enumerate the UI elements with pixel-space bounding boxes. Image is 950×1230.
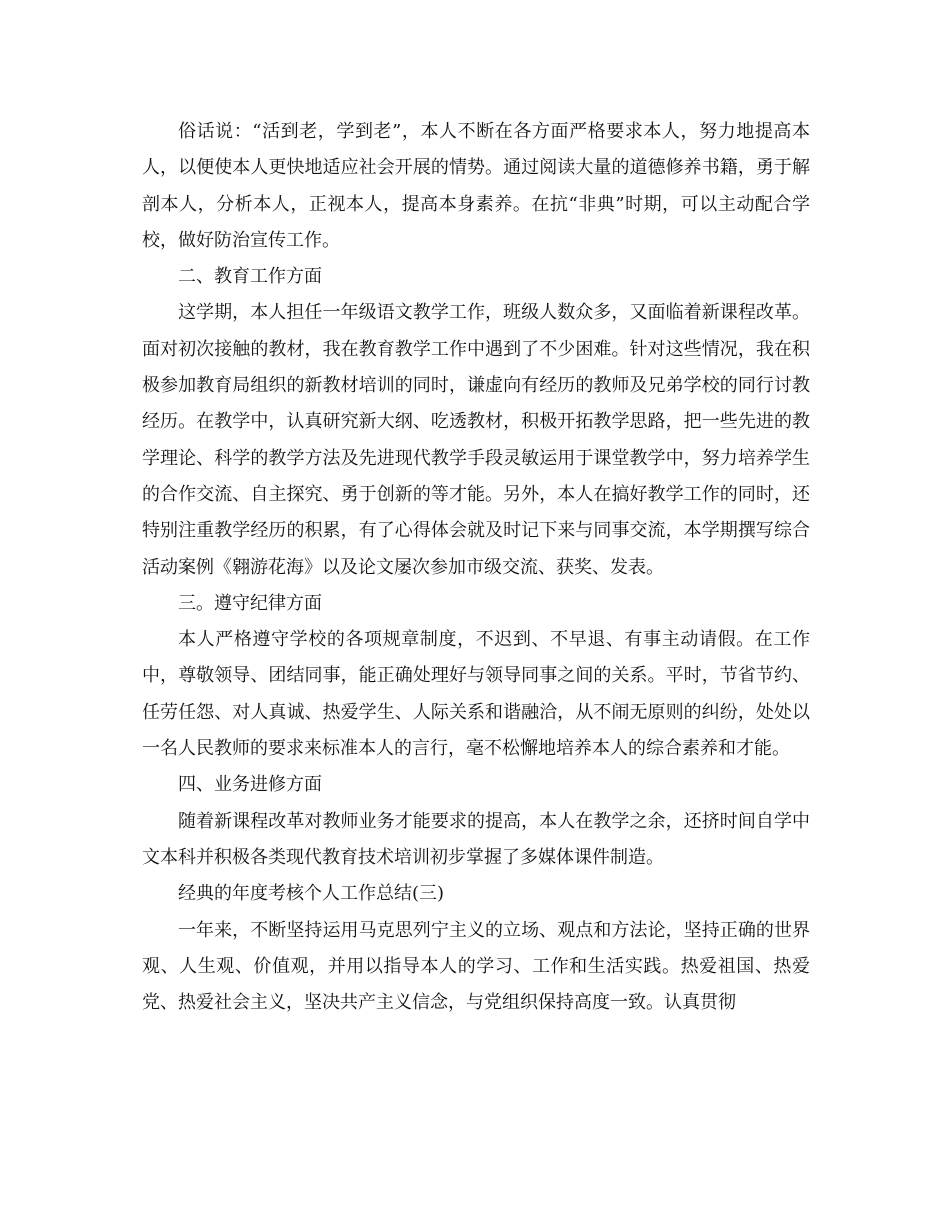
paragraph-self-improvement: 俗话说：“活到老，学到老”，本人不断在各方面严格要求本人，努力地提高本人，以便使本人更快地适应社会开展的情势。通过阅读大量的道德修养书籍，勇于解剖本人，分析本人，正视本人，提高本身素养。在抗“非典”时期，可以主动配合学校，做好防治宣传工作。 [142, 121, 810, 251]
paragraph-discipline: 本人严格遵守学校的各项规章制度，不迟到、不早退、有事主动请假。在工作中，尊敬领导、团结同事，能正确处理好与领导同事之间的关系。平时，节省节约、任劳任怨、对人真诚、热爱学生、人际关系和谐融洽，从不闹无原则的纠纷，处处以一名人民教师的要求来标准本人的言行，毫不松懈地培养本人的综合素养和才能。 [142, 629, 810, 760]
document-page [142, 114, 810, 1021]
paragraph-professional-study: 随着新课程改革对教师业务才能要求的提高，本人在教学之余，还挤时间自学中文本科并积极各类现代教育技术培训初步掌握了多媒体课件制造。 [142, 810, 810, 868]
section-heading-discipline: 三。遵守纪律方面 [178, 592, 322, 614]
paragraph-education-work: 这学期，本人担任一年级语文教学工作，班级人数众多，又面临着新课程改革。面对初次接触的教材，我在教育教学工作中遇到了不少困难。针对这些情况，我在积极参加教育局组织的新教材培训的同时，谦虚向有经历的教师及兄弟学校的同行讨教经历。在教学中，认真研究新大纲、吃透教材，积极开拓教学思路，把一些先进的教学理论、科学的教学方法及先进现代教学手段灵敏运用于课堂教学中，努力培养学生的合作交流、自主探究、勇于创新的等才能。另外，本人在搞好教学工作的同时，还特别注重教学经历的积累，有了心得体会就及时记下来与同事交流，本学期撰写综合活动案例《翱游花海》以及论文屡次参加市级交流、获奖、发表。 [142, 302, 810, 578]
article-title-part-three: 经典的年度考核个人工作总结(三) [178, 883, 445, 905]
section-heading-education-work: 二、教育工作方面 [178, 266, 322, 288]
paragraph-year-summary: 一年来，不断坚持运用马克思列宁主义的立场、观点和方法论，坚持正确的世界观、人生观、价值观，并用以指导本人的学习、工作和生活实践。热爱祖国、热爱党、热爱社会主义，坚决共产主义信念，与党组织保持高度一致。认真贯彻 [142, 919, 810, 1014]
section-heading-professional-study: 四、业务进修方面 [178, 774, 322, 796]
